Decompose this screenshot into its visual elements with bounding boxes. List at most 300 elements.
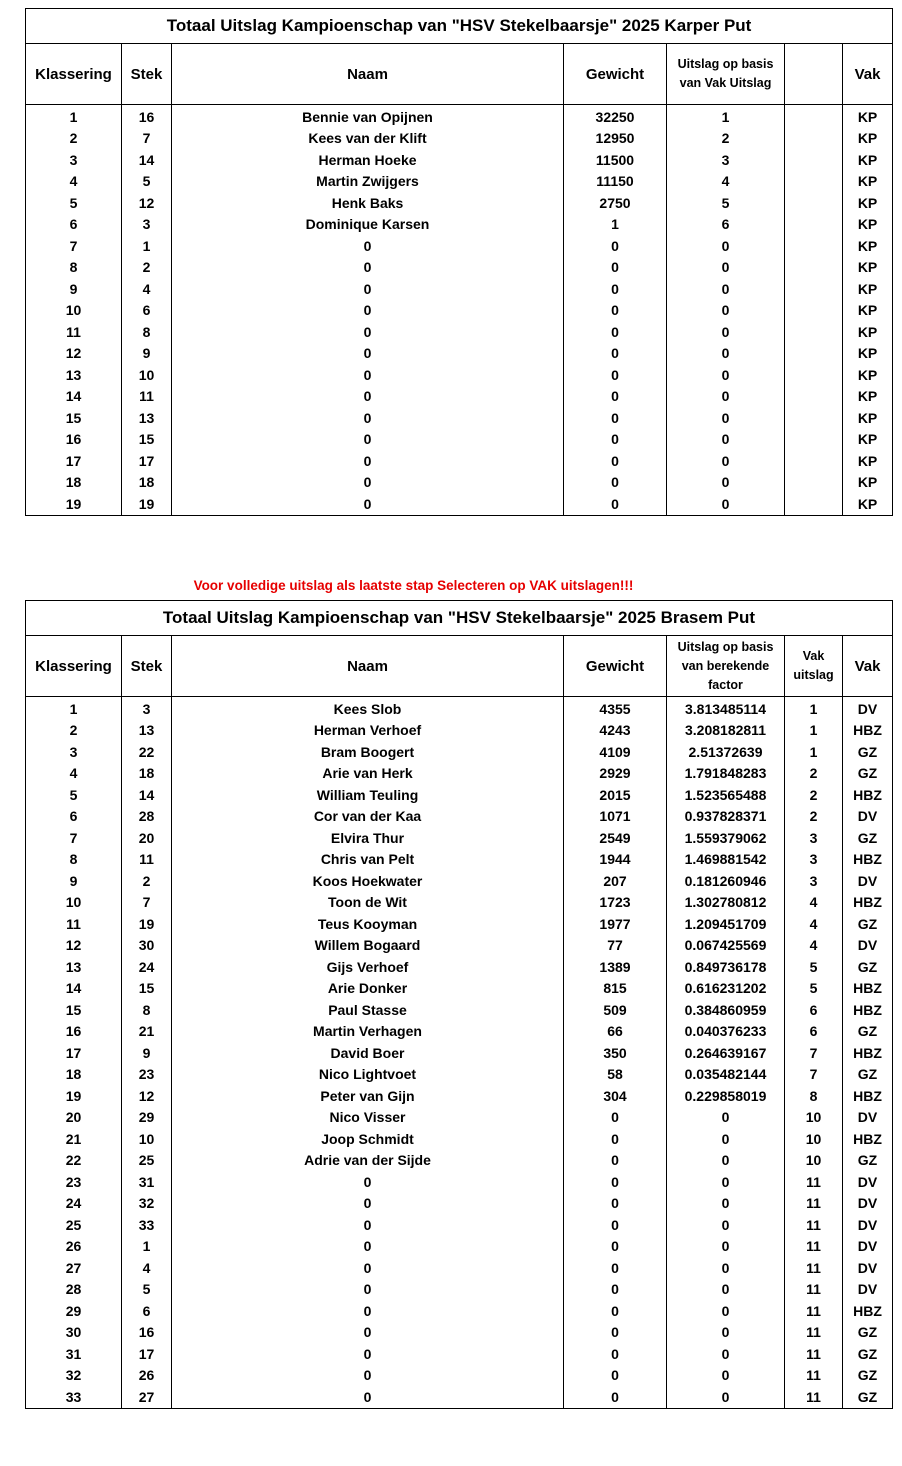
cell-gewicht: 58 xyxy=(564,1064,667,1086)
cell-klassering: 12 xyxy=(26,935,122,957)
cell-stek: 12 xyxy=(122,192,172,214)
cell-uitslag: 0 xyxy=(667,1150,785,1172)
cell-gewicht: 207 xyxy=(564,870,667,892)
karper-results-table xyxy=(25,8,893,516)
cell-vak: GZ xyxy=(843,827,893,849)
cell-stek: 10 xyxy=(122,1128,172,1150)
cell-vak-uitslag: 10 xyxy=(785,1150,843,1172)
table-row xyxy=(26,1021,893,1043)
cell-naam: Bram Boogert xyxy=(172,741,564,763)
cell-stek: 18 xyxy=(122,472,172,494)
header-gewicht: Gewicht xyxy=(564,636,667,697)
cell-gewicht: 0 xyxy=(564,407,667,429)
cell-vak-uitslag: 11 xyxy=(785,1171,843,1193)
table-row xyxy=(26,257,893,279)
table-row xyxy=(26,472,893,494)
table-row xyxy=(26,999,893,1021)
cell-stek: 17 xyxy=(122,450,172,472)
cell-stek: 14 xyxy=(122,784,172,806)
table-row xyxy=(26,343,893,365)
cell-uitslag: 5 xyxy=(667,192,785,214)
cell-vak-uitslag: 11 xyxy=(785,1214,843,1236)
cell-vak: DV xyxy=(843,697,893,720)
cell-uitslag: 2.51372639 xyxy=(667,741,785,763)
cell-naam: Joop Schmidt xyxy=(172,1128,564,1150)
cell-klassering: 11 xyxy=(26,913,122,935)
cell-uitslag: 0 xyxy=(667,1322,785,1344)
cell-klassering: 24 xyxy=(26,1193,122,1215)
cell-gewicht: 0 xyxy=(564,493,667,515)
cell-klassering: 33 xyxy=(26,1386,122,1408)
table-row xyxy=(26,849,893,871)
cell-vak-uitslag: 10 xyxy=(785,1107,843,1129)
header-vak-uitslag xyxy=(785,44,843,105)
cell-uitslag: 0.035482144 xyxy=(667,1064,785,1086)
cell-gewicht: 0 xyxy=(564,1257,667,1279)
cell-vak-uitslag: 11 xyxy=(785,1365,843,1387)
cell-stek: 11 xyxy=(122,386,172,408)
table-row xyxy=(26,214,893,236)
cell-naam: Adrie van der Sijde xyxy=(172,1150,564,1172)
cell-gewicht: 66 xyxy=(564,1021,667,1043)
cell-klassering: 11 xyxy=(26,321,122,343)
cell-klassering: 28 xyxy=(26,1279,122,1301)
cell-vak: DV xyxy=(843,1171,893,1193)
cell-vak-uitslag: 3 xyxy=(785,849,843,871)
cell-gewicht: 1071 xyxy=(564,806,667,828)
cell-vak-uitslag xyxy=(785,128,843,150)
cell-uitslag: 0.264639167 xyxy=(667,1042,785,1064)
cell-gewicht: 350 xyxy=(564,1042,667,1064)
cell-uitslag: 0 xyxy=(667,1365,785,1387)
table-row xyxy=(26,1300,893,1322)
cell-vak-uitslag: 8 xyxy=(785,1085,843,1107)
cell-vak-uitslag: 6 xyxy=(785,1021,843,1043)
cell-stek: 21 xyxy=(122,1021,172,1043)
cell-klassering: 8 xyxy=(26,849,122,871)
cell-naam: 0 xyxy=(172,450,564,472)
cell-vak-uitslag: 11 xyxy=(785,1300,843,1322)
cell-stek: 12 xyxy=(122,1085,172,1107)
cell-gewicht: 1723 xyxy=(564,892,667,914)
cell-vak-uitslag: 2 xyxy=(785,784,843,806)
cell-gewicht: 0 xyxy=(564,1193,667,1215)
cell-stek: 33 xyxy=(122,1214,172,1236)
cell-gewicht: 2750 xyxy=(564,192,667,214)
cell-vak: KP xyxy=(843,364,893,386)
table-row xyxy=(26,1128,893,1150)
cell-naam: Martin Verhagen xyxy=(172,1021,564,1043)
cell-uitslag: 0 xyxy=(667,1193,785,1215)
cell-stek: 17 xyxy=(122,1343,172,1365)
cell-stek: 7 xyxy=(122,892,172,914)
table-row xyxy=(26,1107,893,1129)
cell-vak-uitslag: 10 xyxy=(785,1128,843,1150)
cell-vak: DV xyxy=(843,1236,893,1258)
table-row xyxy=(26,1171,893,1193)
cell-naam: Toon de Wit xyxy=(172,892,564,914)
cell-vak-uitslag: 11 xyxy=(785,1386,843,1408)
cell-vak-uitslag: 1 xyxy=(785,697,843,720)
cell-stek: 30 xyxy=(122,935,172,957)
cell-gewicht: 11150 xyxy=(564,171,667,193)
cell-gewicht: 1389 xyxy=(564,956,667,978)
header-vak-uitslag: Vak uitslag xyxy=(785,636,843,697)
table-row xyxy=(26,1343,893,1365)
cell-klassering: 8 xyxy=(26,257,122,279)
cell-vak: KP xyxy=(843,343,893,365)
header-uitslag: Uitslag op basis van Vak Uitslag xyxy=(667,44,785,105)
cell-naam: Nico Lightvoet xyxy=(172,1064,564,1086)
cell-vak-uitslag xyxy=(785,321,843,343)
cell-klassering: 15 xyxy=(26,407,122,429)
cell-vak-uitslag: 1 xyxy=(785,741,843,763)
cell-stek: 4 xyxy=(122,278,172,300)
cell-klassering: 10 xyxy=(26,300,122,322)
cell-gewicht: 0 xyxy=(564,1214,667,1236)
cell-vak: GZ xyxy=(843,1150,893,1172)
table-row xyxy=(26,1193,893,1215)
cell-uitslag: 0 xyxy=(667,386,785,408)
cell-gewicht: 1977 xyxy=(564,913,667,935)
cell-vak-uitslag: 5 xyxy=(785,956,843,978)
cell-naam: Paul Stasse xyxy=(172,999,564,1021)
cell-klassering: 31 xyxy=(26,1343,122,1365)
cell-vak: KP xyxy=(843,192,893,214)
cell-gewicht: 2015 xyxy=(564,784,667,806)
cell-stek: 6 xyxy=(122,300,172,322)
cell-gewicht: 0 xyxy=(564,1300,667,1322)
cell-uitslag: 0 xyxy=(667,1171,785,1193)
cell-naam: 0 xyxy=(172,1300,564,1322)
cell-vak-uitslag: 11 xyxy=(785,1343,843,1365)
cell-vak-uitslag xyxy=(785,192,843,214)
cell-gewicht: 77 xyxy=(564,935,667,957)
cell-stek: 23 xyxy=(122,1064,172,1086)
cell-naam: Chris van Pelt xyxy=(172,849,564,871)
cell-vak-uitslag xyxy=(785,171,843,193)
cell-klassering: 12 xyxy=(26,343,122,365)
cell-uitslag: 0 xyxy=(667,1257,785,1279)
header-stek: Stek xyxy=(122,636,172,697)
cell-stek: 7 xyxy=(122,128,172,150)
header-naam: Naam xyxy=(172,636,564,697)
cell-klassering: 25 xyxy=(26,1214,122,1236)
table-row xyxy=(26,870,893,892)
cell-klassering: 13 xyxy=(26,956,122,978)
cell-vak: KP xyxy=(843,105,893,128)
cell-vak: HBZ xyxy=(843,720,893,742)
cell-klassering: 16 xyxy=(26,1021,122,1043)
cell-klassering: 2 xyxy=(26,720,122,742)
cell-vak: KP xyxy=(843,450,893,472)
cell-stek: 9 xyxy=(122,1042,172,1064)
cell-naam: Kees van der Klift xyxy=(172,128,564,150)
cell-naam: 0 xyxy=(172,386,564,408)
cell-stek: 2 xyxy=(122,257,172,279)
cell-vak-uitslag: 11 xyxy=(785,1193,843,1215)
cell-stek: 32 xyxy=(122,1193,172,1215)
cell-vak: GZ xyxy=(843,763,893,785)
cell-gewicht: 0 xyxy=(564,1343,667,1365)
table-row xyxy=(26,956,893,978)
cell-klassering: 13 xyxy=(26,364,122,386)
cell-vak-uitslag xyxy=(785,429,843,451)
cell-vak: HBZ xyxy=(843,784,893,806)
cell-stek: 15 xyxy=(122,429,172,451)
cell-naam: Elvira Thur xyxy=(172,827,564,849)
cell-klassering: 5 xyxy=(26,192,122,214)
cell-stek: 15 xyxy=(122,978,172,1000)
cell-uitslag: 0.181260946 xyxy=(667,870,785,892)
table-row xyxy=(26,235,893,257)
cell-stek: 5 xyxy=(122,171,172,193)
cell-naam: Peter van Gijn xyxy=(172,1085,564,1107)
cell-vak: KP xyxy=(843,278,893,300)
cell-klassering: 18 xyxy=(26,472,122,494)
cell-klassering: 3 xyxy=(26,149,122,171)
cell-naam: Koos Hoekwater xyxy=(172,870,564,892)
cell-uitslag: 0 xyxy=(667,364,785,386)
cell-gewicht: 12950 xyxy=(564,128,667,150)
cell-gewicht: 0 xyxy=(564,364,667,386)
cell-vak: GZ xyxy=(843,1365,893,1387)
cell-naam: Gijs Verhoef xyxy=(172,956,564,978)
table-row xyxy=(26,892,893,914)
cell-klassering: 6 xyxy=(26,214,122,236)
cell-vak: KP xyxy=(843,149,893,171)
cell-uitslag: 0 xyxy=(667,257,785,279)
cell-naam: 0 xyxy=(172,343,564,365)
cell-stek: 8 xyxy=(122,321,172,343)
cell-uitslag: 1.791848283 xyxy=(667,763,785,785)
cell-vak: DV xyxy=(843,1214,893,1236)
cell-naam: Henk Baks xyxy=(172,192,564,214)
cell-uitslag: 3.208182811 xyxy=(667,720,785,742)
cell-gewicht: 1944 xyxy=(564,849,667,871)
cell-naam: 0 xyxy=(172,1386,564,1408)
cell-vak-uitslag xyxy=(785,278,843,300)
cell-gewicht: 0 xyxy=(564,450,667,472)
cell-gewicht: 0 xyxy=(564,429,667,451)
cell-klassering: 29 xyxy=(26,1300,122,1322)
cell-uitslag: 1.469881542 xyxy=(667,849,785,871)
cell-stek: 25 xyxy=(122,1150,172,1172)
cell-naam: Cor van der Kaa xyxy=(172,806,564,828)
cell-vak-uitslag xyxy=(785,493,843,515)
cell-vak: KP xyxy=(843,214,893,236)
table-row xyxy=(26,386,893,408)
cell-klassering: 23 xyxy=(26,1171,122,1193)
cell-uitslag: 0 xyxy=(667,1236,785,1258)
cell-klassering: 9 xyxy=(26,278,122,300)
cell-vak-uitslag xyxy=(785,300,843,322)
cell-stek: 28 xyxy=(122,806,172,828)
cell-vak: HBZ xyxy=(843,892,893,914)
cell-vak-uitslag xyxy=(785,235,843,257)
cell-klassering: 4 xyxy=(26,171,122,193)
cell-naam: Herman Hoeke xyxy=(172,149,564,171)
table-row xyxy=(26,784,893,806)
cell-vak: GZ xyxy=(843,1343,893,1365)
cell-vak: KP xyxy=(843,321,893,343)
karper-header-row xyxy=(26,44,893,105)
cell-vak: GZ xyxy=(843,741,893,763)
cell-stek: 3 xyxy=(122,214,172,236)
cell-gewicht: 0 xyxy=(564,1150,667,1172)
cell-naam: 0 xyxy=(172,493,564,515)
cell-vak: DV xyxy=(843,1279,893,1301)
cell-vak: DV xyxy=(843,870,893,892)
header-stek: Stek xyxy=(122,44,172,105)
cell-vak: HBZ xyxy=(843,999,893,1021)
cell-klassering: 3 xyxy=(26,741,122,763)
cell-uitslag: 1.209451709 xyxy=(667,913,785,935)
cell-uitslag: 0.849736178 xyxy=(667,956,785,978)
cell-uitslag: 1.302780812 xyxy=(667,892,785,914)
table-row xyxy=(26,128,893,150)
cell-klassering: 20 xyxy=(26,1107,122,1129)
cell-vak-uitslag: 11 xyxy=(785,1279,843,1301)
cell-uitslag: 0.067425569 xyxy=(667,935,785,957)
cell-stek: 1 xyxy=(122,1236,172,1258)
cell-vak: KP xyxy=(843,128,893,150)
cell-gewicht: 815 xyxy=(564,978,667,1000)
cell-vak-uitslag: 2 xyxy=(785,763,843,785)
cell-vak: GZ xyxy=(843,1064,893,1086)
cell-stek: 9 xyxy=(122,343,172,365)
cell-naam: 0 xyxy=(172,1193,564,1215)
table-row xyxy=(26,364,893,386)
cell-klassering: 7 xyxy=(26,827,122,849)
cell-vak-uitslag: 1 xyxy=(785,720,843,742)
cell-vak: GZ xyxy=(843,1021,893,1043)
cell-stek: 13 xyxy=(122,407,172,429)
cell-uitslag: 0 xyxy=(667,1279,785,1301)
header-naam: Naam xyxy=(172,44,564,105)
cell-vak-uitslag: 3 xyxy=(785,827,843,849)
table-row xyxy=(26,1214,893,1236)
cell-stek: 13 xyxy=(122,720,172,742)
cell-vak: HBZ xyxy=(843,1085,893,1107)
cell-uitslag: 3 xyxy=(667,149,785,171)
cell-vak: HBZ xyxy=(843,1300,893,1322)
cell-vak-uitslag xyxy=(785,364,843,386)
cell-vak: GZ xyxy=(843,1322,893,1344)
cell-gewicht: 4355 xyxy=(564,697,667,720)
cell-klassering: 32 xyxy=(26,1365,122,1387)
cell-naam: 0 xyxy=(172,1257,564,1279)
cell-gewicht: 0 xyxy=(564,300,667,322)
cell-gewicht: 0 xyxy=(564,1279,667,1301)
cell-vak: DV xyxy=(843,1257,893,1279)
cell-vak-uitslag: 3 xyxy=(785,870,843,892)
cell-stek: 8 xyxy=(122,999,172,1021)
cell-klassering: 17 xyxy=(26,1042,122,1064)
cell-naam: Herman Verhoef xyxy=(172,720,564,742)
cell-uitslag: 0 xyxy=(667,235,785,257)
karper-table-body xyxy=(26,105,893,516)
selection-notice: Voor volledige uitslag als laatste stap Selecteren op VAK uitslagen!!! xyxy=(193,578,634,593)
cell-stek: 20 xyxy=(122,827,172,849)
cell-klassering: 16 xyxy=(26,429,122,451)
cell-vak-uitslag xyxy=(785,105,843,128)
cell-uitslag: 0 xyxy=(667,429,785,451)
cell-vak: KP xyxy=(843,472,893,494)
cell-uitslag: 0 xyxy=(667,1343,785,1365)
cell-naam: 0 xyxy=(172,364,564,386)
table-row xyxy=(26,407,893,429)
cell-gewicht: 0 xyxy=(564,1171,667,1193)
cell-vak-uitslag: 7 xyxy=(785,1064,843,1086)
cell-vak: DV xyxy=(843,806,893,828)
cell-vak: KP xyxy=(843,235,893,257)
cell-stek: 22 xyxy=(122,741,172,763)
cell-naam: Arie Donker xyxy=(172,978,564,1000)
cell-stek: 24 xyxy=(122,956,172,978)
cell-gewicht: 0 xyxy=(564,343,667,365)
cell-vak: GZ xyxy=(843,913,893,935)
cell-stek: 16 xyxy=(122,105,172,128)
cell-gewicht: 0 xyxy=(564,1386,667,1408)
cell-gewicht: 304 xyxy=(564,1085,667,1107)
cell-vak-uitslag xyxy=(785,450,843,472)
cell-gewicht: 1 xyxy=(564,214,667,236)
cell-naam: 0 xyxy=(172,1343,564,1365)
cell-klassering: 10 xyxy=(26,892,122,914)
table-row xyxy=(26,1322,893,1344)
cell-naam: David Boer xyxy=(172,1042,564,1064)
cell-naam: Kees Slob xyxy=(172,697,564,720)
table-row xyxy=(26,149,893,171)
cell-klassering: 7 xyxy=(26,235,122,257)
cell-uitslag: 0 xyxy=(667,1107,785,1129)
cell-gewicht: 0 xyxy=(564,1236,667,1258)
cell-stek: 3 xyxy=(122,697,172,720)
header-klassering: Klassering xyxy=(26,636,122,697)
cell-klassering: 6 xyxy=(26,806,122,828)
cell-klassering: 19 xyxy=(26,493,122,515)
cell-gewicht: 0 xyxy=(564,321,667,343)
cell-vak-uitslag: 11 xyxy=(785,1322,843,1344)
table-row xyxy=(26,1365,893,1387)
cell-vak-uitslag: 6 xyxy=(785,999,843,1021)
cell-vak-uitslag: 11 xyxy=(785,1236,843,1258)
cell-vak: DV xyxy=(843,1193,893,1215)
table-row xyxy=(26,720,893,742)
karper-table-title: Totaal Uitslag Kampioenschap van "HSV Stekelbaarsje" 2025 Karper Put xyxy=(26,9,893,44)
cell-naam: Arie van Herk xyxy=(172,763,564,785)
cell-uitslag: 0 xyxy=(667,1386,785,1408)
cell-vak-uitslag xyxy=(785,214,843,236)
cell-stek: 31 xyxy=(122,1171,172,1193)
cell-naam: Nico Visser xyxy=(172,1107,564,1129)
cell-uitslag: 3.813485114 xyxy=(667,697,785,720)
cell-naam: 0 xyxy=(172,235,564,257)
cell-naam: 0 xyxy=(172,1365,564,1387)
cell-stek: 2 xyxy=(122,870,172,892)
cell-vak-uitslag xyxy=(785,472,843,494)
cell-klassering: 9 xyxy=(26,870,122,892)
cell-stek: 14 xyxy=(122,149,172,171)
table-row xyxy=(26,1236,893,1258)
cell-klassering: 27 xyxy=(26,1257,122,1279)
cell-naam: 0 xyxy=(172,429,564,451)
cell-naam: Willem Bogaard xyxy=(172,935,564,957)
cell-naam: Teus Kooyman xyxy=(172,913,564,935)
cell-vak: KP xyxy=(843,171,893,193)
cell-gewicht: 0 xyxy=(564,1107,667,1129)
